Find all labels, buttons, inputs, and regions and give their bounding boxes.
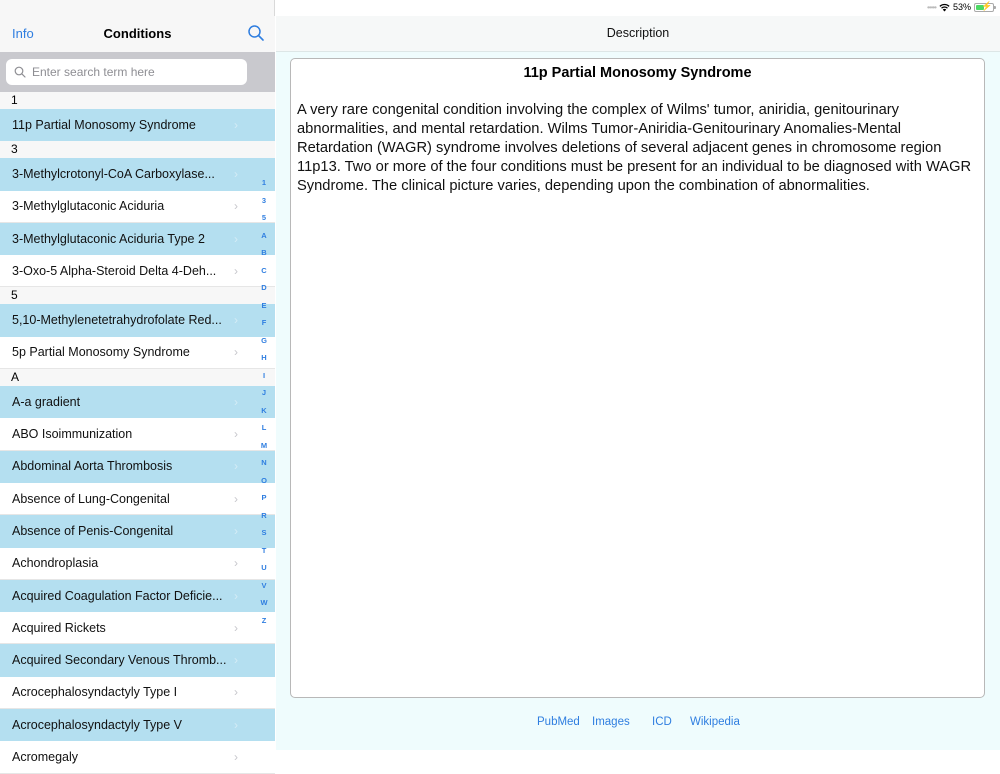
- index-letter[interactable]: F: [261, 318, 267, 327]
- list-item[interactable]: [0, 483, 275, 515]
- chevron-right-icon: ›: [234, 199, 238, 214]
- search-field[interactable]: [6, 59, 247, 85]
- search-icon[interactable]: [247, 24, 265, 42]
- index-letter[interactable]: N: [261, 458, 267, 467]
- section-index[interactable]: [255, 174, 273, 629]
- list-item[interactable]: [0, 386, 275, 418]
- list-item-label: Achondroplasia: [12, 556, 99, 571]
- battery-icon: [974, 0, 994, 12]
- list-item[interactable]: [0, 677, 275, 709]
- icd-link[interactable]: ICD: [652, 716, 672, 728]
- detail-pane: [276, 16, 1000, 750]
- condition-description: A very rare congenital condition involving the complex of Wilms' tumor, aniridia, genitourinary abnormalities, and mental retardation. Wilms Tumor-Aniridia-Genitourinary Anomalies-Mental Retardation (WAGR) syndrome involves deletions of several adjacent genes in chromosome region 11p13. Two or more of the four conditions must be present for an individual to be diagnosed with WAGR Syndrome. The clinical picture varies, depending upon the combination of abnormalities.: [297, 102, 972, 194]
- chevron-right-icon: ›: [234, 166, 238, 181]
- list-item[interactable]: [0, 223, 275, 255]
- list-item[interactable]: [0, 741, 275, 773]
- index-letter[interactable]: A: [261, 230, 267, 240]
- list-item[interactable]: [0, 709, 275, 741]
- list-item-label: 11p Partial Monosomy Syndrome: [12, 117, 196, 132]
- index-letter[interactable]: 1: [261, 178, 267, 187]
- chevron-right-icon: ›: [234, 491, 238, 506]
- index-letter[interactable]: S: [261, 528, 267, 537]
- battery-percent: 53%: [952, 2, 971, 12]
- section-header: 1: [0, 92, 275, 109]
- list-item-label: Acquired Secondary Venous Thromb...: [12, 653, 227, 668]
- list-item-label: 3-Methylglutaconic Aciduria: [12, 199, 165, 214]
- list-item-label: A-a gradient: [12, 394, 81, 409]
- index-letter[interactable]: P: [261, 493, 267, 502]
- section-header: 3: [0, 141, 275, 158]
- index-letter[interactable]: I: [262, 370, 266, 380]
- list-item[interactable]: [0, 612, 275, 644]
- index-letter[interactable]: J: [261, 388, 267, 397]
- list-item[interactable]: [0, 109, 275, 141]
- chevron-right-icon: ›: [234, 117, 238, 132]
- index-letter[interactable]: V: [261, 580, 267, 590]
- chevron-right-icon: ›: [234, 653, 238, 668]
- cellular-dots-icon: •••••: [926, 2, 936, 12]
- index-letter[interactable]: D: [261, 283, 267, 292]
- chevron-right-icon: ›: [234, 231, 238, 246]
- list-item-label: 5,10-Methylenetetrahydrofolate Red...: [12, 313, 222, 328]
- index-letter[interactable]: E: [261, 300, 267, 310]
- condition-heading: 11p Partial Monosomy Syndrome: [523, 65, 752, 81]
- search-bar: [0, 52, 275, 92]
- images-link[interactable]: Images: [592, 716, 630, 728]
- detail-title: Description: [606, 26, 670, 40]
- list-item-label: 3-Oxo-5 Alpha-Steroid Delta 4-Deh...: [12, 263, 217, 278]
- chevron-right-icon: ›: [234, 345, 238, 360]
- list-item[interactable]: [0, 515, 275, 547]
- list-item-label: 3-Methylcrotonyl-CoA Carboxylase...: [12, 166, 215, 181]
- list-item-label: Absence of Lung-Congenital: [12, 491, 170, 506]
- chevron-right-icon: ›: [234, 620, 238, 635]
- list-item[interactable]: [0, 255, 275, 287]
- status-right: [927, 2, 994, 12]
- search-input[interactable]: [32, 65, 232, 79]
- list-item-label: Abdominal Aorta Thrombosis: [12, 459, 173, 474]
- list-item-label: Acrocephalosyndactyly Type V: [12, 717, 183, 732]
- list-item[interactable]: [0, 337, 275, 369]
- charging-bolt-icon: ⚡: [981, 0, 993, 11]
- list-item[interactable]: [0, 580, 275, 612]
- list-item[interactable]: [0, 191, 275, 223]
- magnifier-icon: [14, 66, 26, 78]
- wifi-icon: [939, 3, 950, 12]
- list-item[interactable]: [0, 418, 275, 450]
- index-letter[interactable]: C: [261, 265, 267, 275]
- index-letter[interactable]: O: [261, 475, 267, 485]
- index-letter[interactable]: T: [261, 545, 267, 555]
- chevron-right-icon: ›: [234, 263, 238, 278]
- index-letter[interactable]: H: [261, 353, 267, 362]
- info-button[interactable]: Info: [12, 26, 34, 41]
- list-item-label: Acromegaly: [12, 749, 78, 764]
- conditions-list[interactable]: [0, 92, 275, 764]
- list-item[interactable]: [0, 644, 275, 676]
- list-item[interactable]: [0, 304, 275, 336]
- pubmed-link[interactable]: PubMed: [537, 716, 580, 728]
- index-letter[interactable]: U: [261, 563, 267, 572]
- index-letter[interactable]: L: [261, 423, 267, 432]
- chevron-right-icon: ›: [234, 523, 238, 538]
- master-pane: [0, 0, 275, 764]
- index-letter[interactable]: W: [260, 598, 268, 607]
- list-item-label: Acrocephalosyndactyly Type I: [12, 685, 178, 700]
- index-letter[interactable]: Z: [261, 615, 267, 625]
- list-item-label: Acquired Coagulation Factor Deficie...: [12, 588, 223, 603]
- list-item[interactable]: [0, 548, 275, 580]
- list-item-label: ABO Isoimmunization: [12, 427, 133, 442]
- master-nav-bar: [0, 16, 275, 52]
- list-item-label: Absence of Penis-Congenital: [12, 523, 174, 538]
- index-letter[interactable]: R: [261, 510, 267, 520]
- index-letter[interactable]: 3: [261, 195, 267, 205]
- index-letter[interactable]: M: [260, 440, 268, 450]
- chevron-right-icon: ›: [234, 394, 238, 409]
- section-header: A: [0, 369, 275, 386]
- wikipedia-link[interactable]: Wikipedia: [690, 716, 740, 728]
- description-card: [290, 58, 985, 698]
- list-item-label: 5p Partial Monosomy Syndrome: [12, 345, 190, 360]
- index-letter[interactable]: 5: [261, 213, 267, 222]
- chevron-right-icon: ›: [234, 685, 238, 700]
- chevron-right-icon: ›: [234, 313, 238, 328]
- master-title: Conditions: [103, 26, 172, 41]
- index-letter[interactable]: K: [261, 405, 267, 415]
- chevron-right-icon: ›: [234, 588, 238, 603]
- list-item-label: Acquired Rickets: [12, 620, 106, 635]
- chevron-right-icon: ›: [234, 556, 238, 571]
- list-item[interactable]: [0, 158, 275, 190]
- index-letter[interactable]: G: [261, 335, 267, 345]
- index-letter[interactable]: B: [261, 248, 267, 257]
- list-item[interactable]: [0, 451, 275, 483]
- chevron-right-icon: ›: [234, 749, 238, 764]
- list-item-label: 3-Methylglutaconic Aciduria Type 2: [12, 231, 205, 246]
- section-header: 5: [0, 287, 275, 304]
- chevron-right-icon: ›: [234, 459, 238, 474]
- chevron-right-icon: ›: [234, 717, 238, 732]
- chevron-right-icon: ›: [234, 427, 238, 442]
- detail-nav-bar: [276, 16, 1000, 52]
